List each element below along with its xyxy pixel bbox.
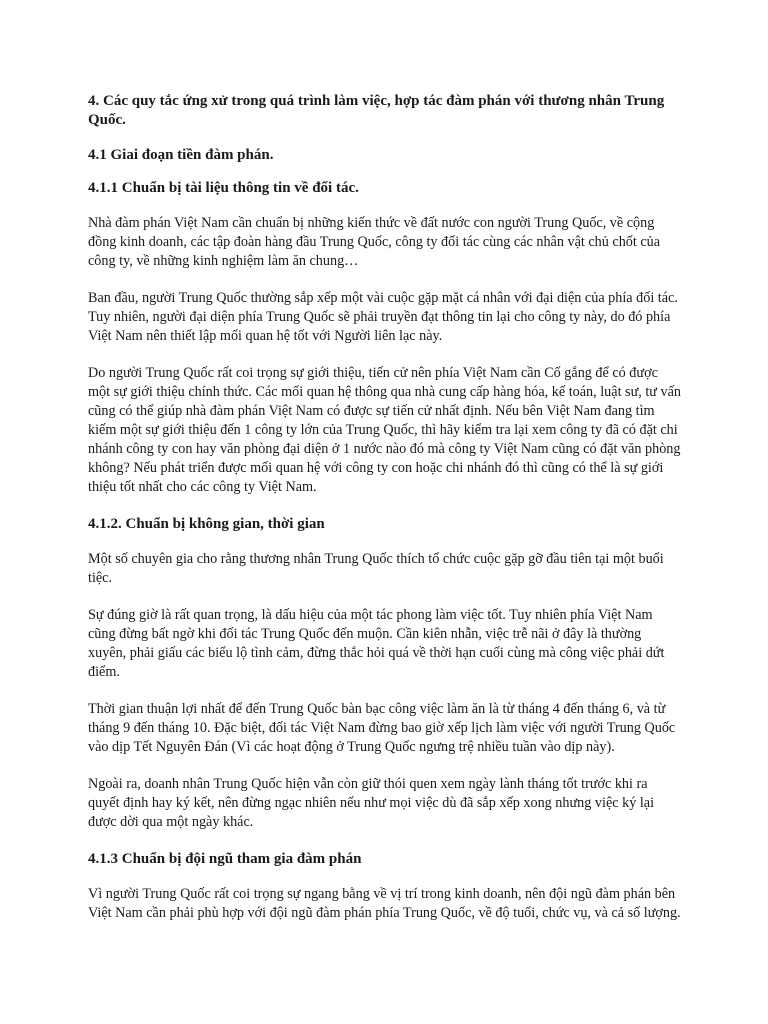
paragraph: Thời gian thuận lợi nhất để đến Trung Quốc bàn bạc công việc làm ăn là từ tháng 4 đến tháng 6, và từ tháng 9 đến tháng 10. Đặc biệt, đối tác Việt Nam đừng bao giờ xếp lịch làm việc với người Trung Quốc vào dịp Tết Nguyên Đán (Vì các hoạt động ở Trung Quốc ngưng trệ nhiều tuần vào dịp này). <box>88 701 676 755</box>
heading-4-1-2: 4.1.2. Chuẩn bị không gian, thời gian <box>88 516 325 532</box>
paragraph: Ngoài ra, doanh nhân Trung Quốc hiện vẫn còn giữ thói quen xem ngày lành tháng tốt trước khi ra quyết định hay ký kết, nên đừng ngạc nhiên nếu như mọi việc dù đã sắp xếp xong nhưng việc ký lại được dời qua một ngày khác. <box>88 776 655 830</box>
paragraph: Nhà đàm phán Việt Nam cần chuẩn bị những kiến thức về đất nước con người Trung Quốc, về cộng đồng kinh doanh, các tập đoàn hàng đầu Trung Quốc, công ty đối tác cùng các nhân vật chủ chốt của công ty, về những kinh nghiệm làm ăn chung… <box>88 215 661 269</box>
heading-4-1: 4.1 Giai đoạn tiền đàm phán. <box>88 147 274 163</box>
document-page <box>88 92 682 941</box>
heading-4-1-1: 4.1.1 Chuẩn bị tài liệu thông tin về đối tác. <box>88 180 359 196</box>
paragraph: Sự đúng giờ là rất quan trọng, là dấu hiệu của một tác phong làm việc tốt. Tuy nhiên phía Việt Nam cũng đừng bất ngờ khi đối tác Trung Quốc đến muộn. Cần kiên nhẫn, việc trễ nãi ở đây là thường xuyên, phải giấu các biểu lộ tình cảm, đừng thắc hỏi quá về thời hạn cuối cùng mà công việc phải dứt điểm. <box>88 607 665 680</box>
document-title: 4. Các quy tắc ứng xử trong quá trình làm việc, hợp tác đàm phán với thương nhân Trung Quốc. <box>88 93 665 128</box>
heading-4-1-3: 4.1.3 Chuẩn bị đội ngũ tham gia đàm phán <box>88 851 362 867</box>
paragraph: Vì người Trung Quốc rất coi trọng sự ngang bằng về vị trí trong kinh doanh, nên đội ngũ đàm phán bên Việt Nam cần phải phù hợp với đội ngũ đàm phán phía Trung Quốc, về độ tuổi, chức vụ, và cả số lượng. <box>88 886 681 921</box>
paragraph: Một số chuyên gia cho rằng thương nhân Trung Quốc thích tổ chức cuộc gặp gỡ đầu tiên tại một buổi tiệc. <box>88 551 664 586</box>
paragraph: Do người Trung Quốc rất coi trọng sự giới thiệu, tiến cử nên phía Việt Nam cần Cố gắng để có được một sự giới thiệu chính thức. Các mối quan hệ thông qua nhà cung cấp hàng hóa, kế toán, luật sư, tư vấn cũng có thể giúp nhà đàm phán Việt Nam có được sự tiến cử nhất định. Nếu bên Việt Nam đang tìm kiếm một sự giới thiệu đến 1 công ty lớn của Trung Quốc, thì hãy kiểm tra lại xem công ty đã có đặt chi nhánh công ty con hay văn phòng đại diện ở 1 nước nào đó mà công ty Việt Nam cũng có đặt văn phòng không? Nếu phát triển được mối quan hệ với công ty con hoặc chi nhánh đó thì cũng có thể là sự giới thiệu tốt nhất cho các công ty Việt Nam. <box>88 365 682 495</box>
paragraph: Ban đầu, người Trung Quốc thường sắp xếp một vài cuộc gặp mặt cá nhân với đại diện của phía đối tác. Tuy nhiên, người đại diện phía Trung Quốc sẽ phải truyền đạt thông tin lại cho công ty này, do đó phía Việt Nam nên thiết lập mối quan hệ tốt với Người liên lạc này. <box>88 290 678 344</box>
